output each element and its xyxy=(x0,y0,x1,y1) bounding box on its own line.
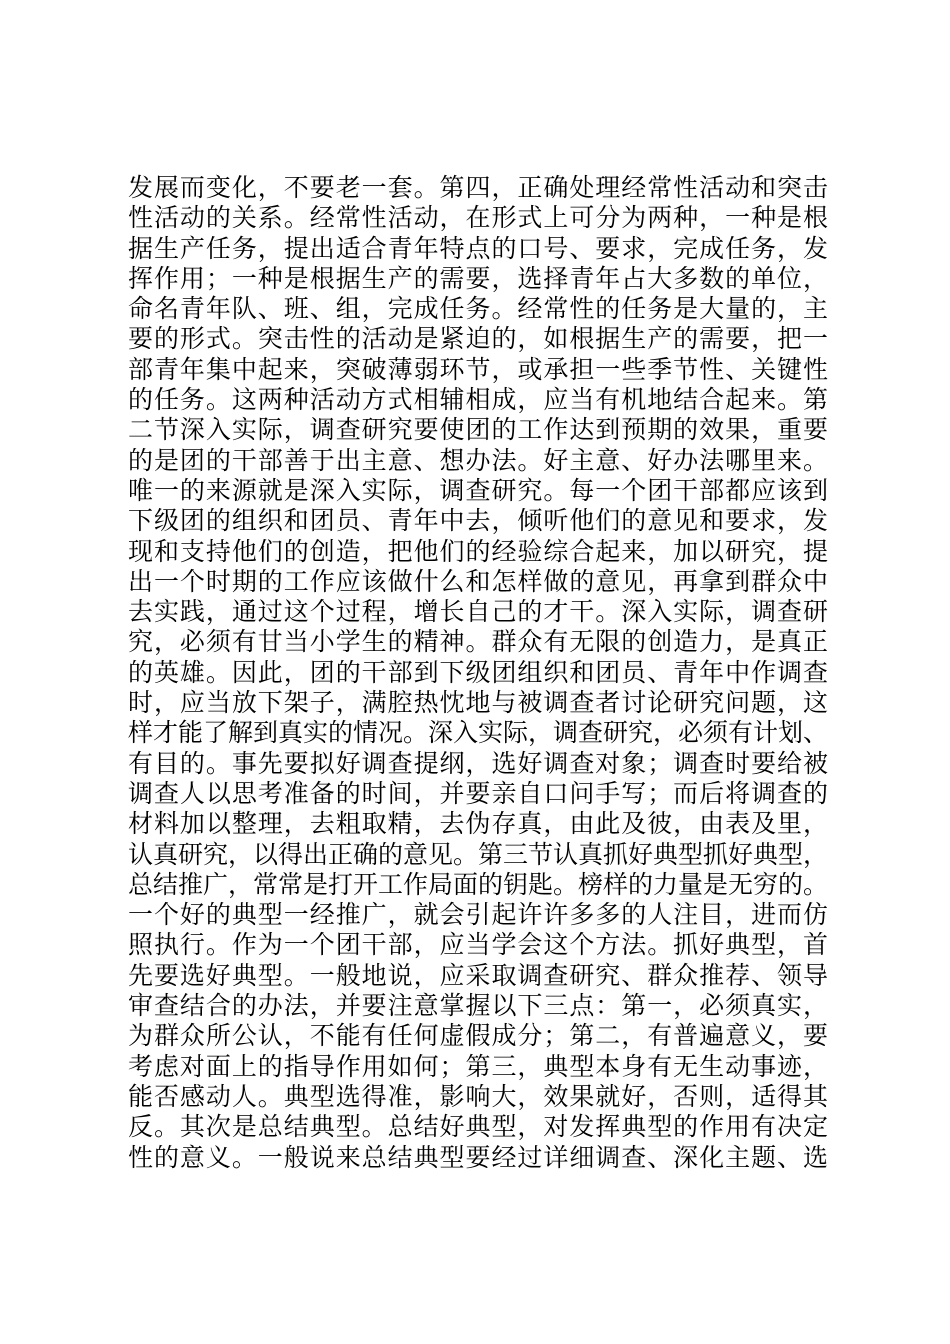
text-line: 唯一的来源就是深入实际，调查研究。每一个团干部都应该到 xyxy=(128,475,828,505)
text-line: 能否感动人。典型选得准，影响大，效果就好，否则，适得其 xyxy=(128,1081,828,1111)
text-line: 的是团的干部善于出主意、想办法。好主意、好办法哪里来。 xyxy=(128,445,828,475)
text-line: 总结推广，常常是打开工作局面的钥匙。榜样的力量是无穷的。 xyxy=(128,869,829,899)
text-line: 挥作用；一种是根据生产的需要，选择青年占大多数的单位， xyxy=(128,263,828,293)
text-line: 发展而变化，不要老一套。第四，正确处理经常性活动和突击 xyxy=(128,173,828,202)
text-line: 为群众所公认，不能有任何虚假成分；第二，有普遍意义，要 xyxy=(128,1021,828,1051)
text-line: 现和支持他们的创造，把他们的经验综合起来，加以研究，提 xyxy=(128,536,828,566)
text-line: 性的意义。一般说来总结典型要经过详细调查、深化主题、选 xyxy=(128,1142,828,1172)
body-text xyxy=(128,173,828,1173)
text-line: 调查人以思考准备的时间，并要亲自口问手写；而后将调查的 xyxy=(128,778,828,808)
text-line: 时，应当放下架子，满腔热忱地与被调查者讨论研究问题，这 xyxy=(128,688,828,718)
text-line: 有目的。事先要拟好调查提纲，选好调查对象；调查时要给被 xyxy=(128,748,828,778)
text-line: 照执行。作为一个团干部，应当学会这个方法。抓好典型，首 xyxy=(128,930,828,960)
text-line: 去实践，通过这个过程，增长自己的才干。深入实际，调查研 xyxy=(128,597,828,627)
text-line: 出一个时期的工作应该做什么和怎样做的意见，再拿到群众中 xyxy=(128,566,828,596)
text-line: 的英雄。因此，团的干部到下级团组织和团员、青年中作调查 xyxy=(128,657,828,687)
text-line: 材料加以整理，去粗取精，去伪存真，由此及彼，由表及里， xyxy=(128,809,828,839)
text-line: 审查结合的办法，并要注意掌握以下三点：第一，必须真实， xyxy=(128,991,828,1021)
text-line: 据生产任务，提出适合青年特点的口号、要求，完成任务，发 xyxy=(128,233,828,263)
text-line: 反。其次是总结典型。总结好典型，对发挥典型的作用有决定 xyxy=(128,1112,828,1142)
text-line: 考虑对面上的指导作用如何；第三，典型本身有无生动事迹， xyxy=(128,1051,828,1081)
text-line: 先要选好典型。一般地说，应采取调查研究、群众推荐、领导 xyxy=(128,960,828,990)
text-line: 究，必须有甘当小学生的精神。群众有无限的创造力，是真正 xyxy=(128,627,828,657)
text-line: 样才能了解到真实的情况。深入实际，调查研究，必须有计划、 xyxy=(128,718,829,748)
text-line: 性活动的关系。经常性活动，在形式上可分为两种，一种是根 xyxy=(128,203,828,233)
text-line: 认真研究，以得出正确的意见。第三节认真抓好典型抓好典型， xyxy=(128,839,829,869)
text-line: 一个好的典型一经推广，就会引起许许多多的人注目，进而仿 xyxy=(128,900,828,930)
text-line: 下级团的组织和团员、青年中去，倾听他们的意见和要求，发 xyxy=(128,506,828,536)
text-line: 命名青年队、班、组，完成任务。经常性的任务是大量的，主 xyxy=(128,294,828,324)
text-line: 的任务。这两种活动方式相辅相成，应当有机地结合起来。第 xyxy=(128,385,828,415)
text-line: 要的形式。突击性的活动是紧迫的，如根据生产的需要，把一 xyxy=(128,324,828,354)
text-line: 二节深入实际，调查研究要使团的工作达到预期的效果，重要 xyxy=(128,415,828,445)
text-line: 部青年集中起来，突破薄弱环节，或承担一些季节性、关键性 xyxy=(128,354,828,384)
